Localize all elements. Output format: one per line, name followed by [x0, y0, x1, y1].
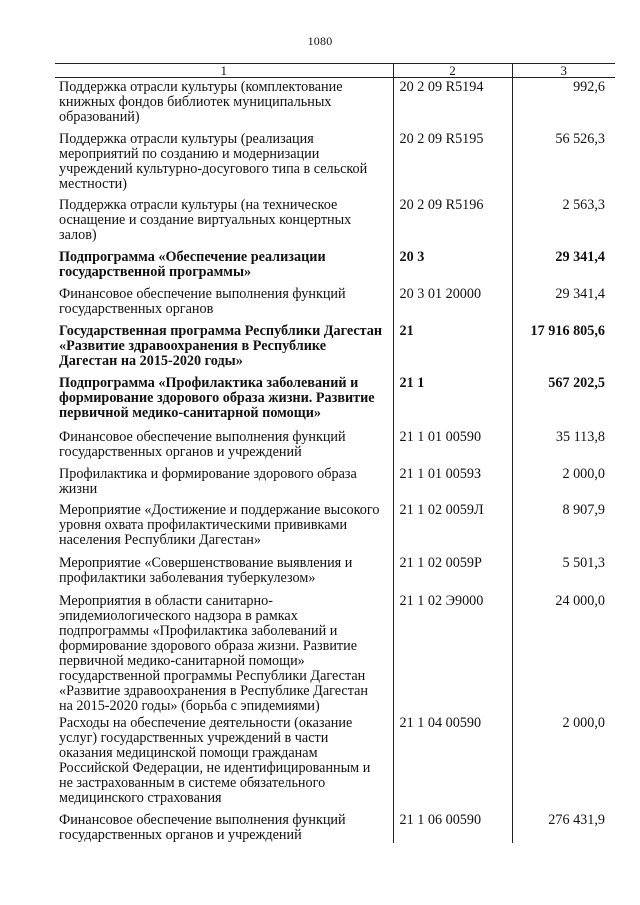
row-amount: 29 341,4	[512, 285, 615, 322]
row-name: Подпрограмма «Обеспечение реализации государственной программы»	[59, 248, 326, 280]
row-code: 21 1	[393, 374, 512, 428]
row-code: 21 1 04 00590	[393, 714, 512, 811]
table-row	[55, 322, 615, 374]
table-row	[55, 78, 615, 130]
column-header-row	[55, 64, 615, 78]
column-header-1: 1	[55, 64, 393, 78]
table-row	[55, 465, 615, 501]
row-amount: 24 000,0	[512, 592, 615, 714]
row-code: 20 2 09 R5195	[393, 130, 512, 196]
row-code: 20 3 01 20000	[393, 285, 512, 322]
row-name: Поддержка отрасли культуры (на техническое оснащение и создание виртуальных концертных залов)	[59, 196, 352, 243]
column-header-2: 2	[393, 64, 512, 78]
row-name: Финансовое обеспечение выполнения функций государственных органов и учреждений	[59, 428, 346, 460]
row-name: Мероприятие «Достижение и поддержание высокого уровня охвата профилактическими прививками населения Республики Дагестан»	[59, 501, 380, 548]
row-code: 20 3	[393, 248, 512, 285]
table-row	[55, 285, 615, 322]
row-amount: 2 563,3	[512, 196, 615, 248]
table-row	[55, 501, 615, 554]
row-name: Расходы на обеспечение деятельности (оказание услуг) государственных учреждений в части оказания медицинской помощи гражданам Российской Федерации, не идентифицированным и не застрахованным в системе обязательного медицинского страхования	[59, 714, 371, 806]
row-name: Мероприятия в области санитарно-эпидемиологического надзора в рамках подпрограммы «Профилактика заболеваний и формирование здорового образа жизни. Развитие первичной медико-санитарной помощи» государственной программы Республики Дагестан «Развитие здравоохранения в Республике Дагестан на 2015-2020 годы» (борьба с эпидемиями)	[59, 592, 368, 714]
row-amount: 5 501,3	[512, 554, 615, 592]
row-name: Профилактика и формирование здорового образа жизни	[59, 465, 357, 497]
row-code: 21 1 02 0059Л	[393, 501, 512, 554]
row-amount: 567 202,5	[512, 374, 615, 428]
row-name: Мероприятие «Совершенствование выявления и профилактики заболевания туберкулезом»	[59, 554, 353, 586]
row-name: Поддержка отрасли культуры (комплектование книжных фондов библиотек муниципальных образований)	[59, 79, 343, 125]
row-code: 21 1 06 00590	[393, 811, 512, 843]
row-amount: 56 526,3	[512, 130, 615, 196]
table-row	[55, 592, 615, 714]
row-amount: 992,6	[512, 78, 615, 130]
row-amount: 2 000,0	[512, 714, 615, 811]
table-row	[55, 130, 615, 196]
row-amount: 29 341,4	[512, 248, 615, 285]
table-row	[55, 554, 615, 592]
row-name: Подпрограмма «Профилактика заболеваний и формирование здорового образа жизни. Развитие первичной медико-санитарной помощи»	[59, 374, 375, 421]
table-row	[55, 811, 615, 843]
row-code: 21 1 01 00590	[393, 428, 512, 465]
table-row	[55, 714, 615, 811]
row-code: 21 1 01 0059З	[393, 465, 512, 501]
table-row	[55, 374, 615, 428]
row-code: 21	[393, 322, 512, 374]
row-code: 21 1 02 Э9000	[393, 592, 512, 714]
column-header-3: 3	[512, 64, 615, 78]
row-code: 21 1 02 0059Р	[393, 554, 512, 592]
table-row	[55, 428, 615, 465]
row-amount: 2 000,0	[512, 465, 615, 501]
row-name: Финансовое обеспечение выполнения функций государственных органов	[59, 285, 346, 317]
table-row	[55, 196, 615, 248]
row-code: 20 2 09 R5196	[393, 196, 512, 248]
row-amount: 8 907,9	[512, 501, 615, 554]
row-amount: 276 431,9	[512, 811, 615, 843]
row-amount: 35 113,8	[512, 428, 615, 465]
row-name: Финансовое обеспечение выполнения функций государственных органов и учреждений	[59, 811, 346, 843]
row-name: Государственная программа Республики Дагестан «Развитие здравоохранения в Республике Дагестан на 2015-2020 годы»	[59, 322, 383, 369]
page-number: 1080	[307, 34, 333, 48]
table-row	[55, 248, 615, 285]
budget-table	[55, 63, 615, 843]
row-amount: 17 916 805,6	[512, 322, 615, 374]
row-name: Поддержка отрасли культуры (реализация мероприятий по созданию и модернизации учреждений культурно-досугового типа в сельской местности)	[59, 130, 368, 192]
row-code: 20 2 09 R5194	[393, 78, 512, 130]
